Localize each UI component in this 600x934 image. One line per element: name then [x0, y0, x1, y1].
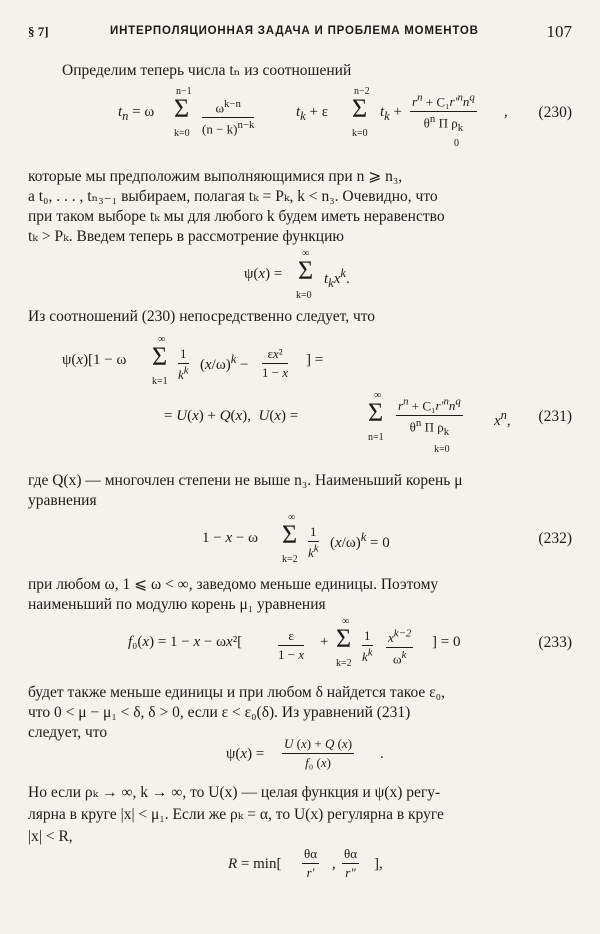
equation-233: f₀(x) = 1 − x − ωx²[ $\frac{\varepsilon}{1 - x}$ + ∞ Σ k=2 $\frac{1}{k^k}$ $\frac{x^{k-2}}{\omega^k}$ ] = 0: [128, 616, 461, 669]
paragraph-2-line-3: при таком выборе tₖ мы для любого k будем иметь неравенство: [28, 208, 445, 225]
equation-230: $t_n = \omega$ n−1 Σ k=0 $\frac{\omega^{k-n}}{(n - k)^{n-k}}$ $t_k + \varepsilon$ n−2 Σ k=0 $t_k$ + $r^n + C_1r'^nn^q$ $\theta^n$ Π $\rho_k$ 0 ,: [118, 86, 508, 149]
equation-231-line-2: = U(x) + Q(x), U(x) = ∞ Σ n=1 $r^n + C_1r'^nn^q$ $\theta^n$ Π $\rho_k$ k=0 $x^n$,: [164, 390, 511, 455]
paragraph-7-line-3: |x| < R,: [28, 828, 73, 845]
paragraph-6-line-3: следует, что: [28, 724, 108, 741]
paragraph-2-line-2: а t₀, . . . , tₙ₃₋₁ выбираем, полагая tₖ = Pₖ, k < n₃. Очевидно, что: [28, 188, 438, 205]
paragraph-5-line-1: при любом ω, 1 ⩽ ω < ∞, заведомо меньше единицы. Поэтому: [28, 576, 439, 593]
paragraph-4-line-1: где Q(x) — многочлен степени не выше n₃. Наименьший корень μ: [28, 472, 463, 489]
paragraph-5-line-2: наименьший по модулю корень μ₁ уравнения: [28, 596, 326, 613]
equation-230-number: (230): [538, 104, 572, 121]
paragraph-7-line-1: Но если ρₖ → ∞, k → ∞, то U(x) — целая функция и ψ(x) регу-: [28, 784, 441, 801]
running-header: [28, 22, 572, 44]
page-number: 107: [546, 22, 572, 41]
equation-R: R = min[ $\frac{\theta\alpha}{r'}$ , $\frac{\theta\alpha}{r''}$ ],: [228, 846, 383, 880]
paragraph-7-line-2: лярна в круге |x| < μ₁. Если же ρₖ = α, то U(x) регулярна в круге: [28, 806, 444, 823]
paragraph-4-line-2: уравнения: [28, 492, 97, 509]
paragraph-6-line-1: будет также меньше единицы и при любом δ найдется такое ε₀,: [28, 684, 445, 701]
paragraph-3: Из соотношений (230) непосредственно следует, что: [28, 308, 376, 325]
equation-psi-ratio: ψ(x) = $\frac{U (x) + Q (x)}{\text{f₀ (x)}}$ .: [226, 736, 384, 770]
paragraph-2-line-4: tₖ > Pₖ. Введем теперь в рассмотрение функцию: [28, 228, 344, 245]
paragraph-intro: Определим теперь числа tₙ из соотношений: [62, 62, 352, 79]
paragraph-2-line-1: которые мы предположим выполняющимися при n ⩾ n₃,: [28, 168, 403, 185]
equation-231-line-1: ψ(x)[1 − ω ∞ Σ k=1 $\frac{1}{k^k}$ $(x/\omega)^k$ − $\frac{\text{εx²}}{1 - x}$ ] =: [62, 334, 324, 387]
header-title: ИНТЕРПОЛЯЦИОННАЯ ЗАДАЧА И ПРОБЛЕМА МОМЕНТОВ: [110, 25, 479, 37]
equation-233-number: (233): [538, 634, 572, 651]
equation-231-number: (231): [538, 408, 572, 425]
paragraph-6-line-2: что 0 < μ − μ₁ < δ, δ > 0, если ε < ε₀(δ). Из уравнений (231): [28, 704, 411, 721]
book-page: § 7] ИНТЕРПОЛЯЦИОННАЯ ЗАДАЧА И ПРОБЛЕМА МОМЕНТОВ 107 Определим теперь числа tₙ из соотношений $t_n = \omega$ n−1 Σ k=0 $\frac{\omega^{k-n}}{(n - k)^{n-k}}$ $t_k + \varepsilon$ n−2 Σ k=0 $t_k$ + $r^n + C_1r'^nn^q$ $\theta^n$ Π $\rho_k$ 0 , (230) которые мы предположим выполняющимися при n ⩾ n₃, а t₀, . . . , tₙ₃₋₁ выбираем, полагая tₖ = Pₖ, k < n₃. Очевидно, что при таком выборе tₖ мы для любого k будем иметь неравенство tₖ > Pₖ. Введем теперь в рассмотрение функцию ψ(x) = ∞ Σ k=0 $t_kx^k$. Из соотношений (230) непосредственно следует, что ψ(x)[1 − ω ∞ Σ k=1 $\frac{1}{k^k}$ $(x/\omega)^k$ − $\frac{\text{εx²}}{1 - x}$ ] = = U(x) + Q(x), U(x) = ∞ Σ n=1 $r^n + C_1r'^nn^q$ $\theta^n$ Π $\rho_k$ k=0 $x^n$, (231) где Q(x) — многочлен степени не выше n₃. Наименьший корень μ уравнения 1 − x − ω ∞ Σ k=2 $\frac{1}{k^k}$ $(x/\omega)^k = 0$ (232) при любом ω, 1 ⩽ ω < ∞, заведомо меньше единицы. Поэтому наименьший по модулю корень μ₁ уравнения f₀(x) = 1 − x − ωx²[ $\frac{\varepsilon}{1 - x}$ + ∞ Σ k=2 $\frac{1}{k^k}$ $\frac{x^{k-2}}{\omega^k}$ ] = 0 (233) будет также меньше единицы и при любом δ найдется такое ε₀, что 0 < μ − μ₁ < δ, δ > 0, если ε < ε₀(δ). Из уравнений (231) следует, что ψ(x) = $\frac{U (x) + Q (x)}{\text{f₀ (x)}}$ . Но если ρₖ → ∞, k → ∞, то U(x) — целая функция и ψ(x) регу- лярна в круге |x| < μ₁. Если же ρₖ = α, то U(x) регулярна в круге |x| < R, R = min[ $\frac{\theta\alpha}{r'}$ , $\frac{\theta\alpha}{r''}$ ],: [0, 0, 600, 934]
equation-232: 1 − x − ω ∞ Σ k=2 $\frac{1}{k^k}$ $(x/\omega)^k = 0$: [202, 512, 390, 565]
section-marker: § 7]: [28, 24, 49, 39]
equation-232-number: (232): [538, 530, 572, 547]
